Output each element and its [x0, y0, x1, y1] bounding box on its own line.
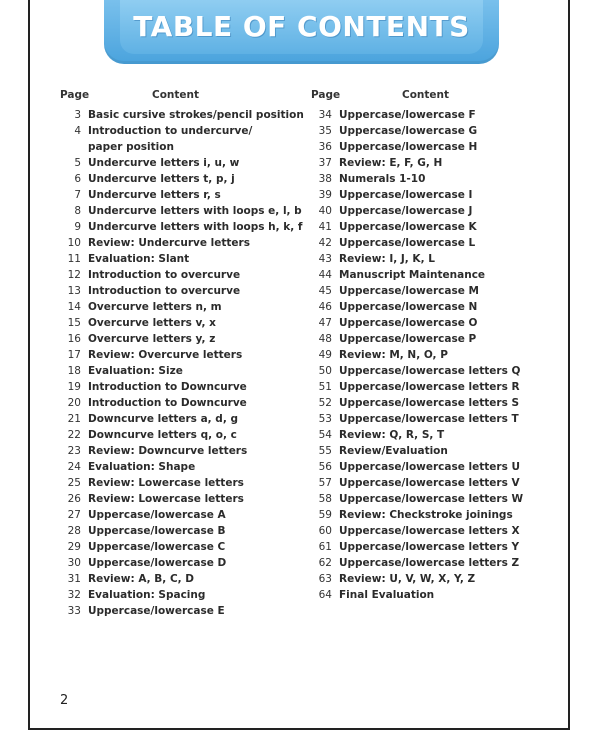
toc-entry — [311, 395, 561, 411]
toc-entry-title: Review: Lowercase letters — [88, 477, 244, 489]
toc-entry-page: 56 — [318, 461, 332, 473]
toc-entry-title: Uppercase/lowercase A — [88, 509, 226, 521]
toc-entry-page: 44 — [318, 269, 332, 281]
toc-entry-title: Review: Downcurve letters — [88, 445, 248, 457]
toc-entry — [60, 379, 310, 395]
toc-entry-title: Uppercase/lowercase G — [339, 125, 478, 137]
toc-entry — [311, 427, 561, 443]
toc-entry-title: Uppercase/lowercase K — [339, 221, 477, 233]
toc-entry — [60, 603, 310, 619]
toc-entry-page: 14 — [67, 301, 81, 313]
toc-entry-title: Uppercase/lowercase B — [88, 525, 226, 537]
toc-entry-title: Overcurve letters v, x — [88, 317, 216, 329]
toc-entry-page: 28 — [67, 525, 81, 537]
toc-entry — [60, 107, 310, 123]
toc-entry — [60, 267, 310, 283]
toc-entry-title: Introduction to undercurve/ paper position — [88, 125, 253, 153]
toc-entry-page: 38 — [318, 173, 332, 185]
toc-entry — [311, 235, 561, 251]
toc-entry-title: Undercurve letters i, u, w — [88, 157, 240, 169]
toc-entry-title: Uppercase/lowercase H — [339, 141, 478, 153]
toc-entry-title: Undercurve letters with loops e, l, b — [88, 205, 302, 217]
toc-entry-title: Introduction to overcurve — [88, 285, 241, 297]
toc-list-left — [60, 107, 310, 619]
toc-entry — [311, 443, 561, 459]
toc-entry — [311, 123, 561, 139]
toc-entry-page: 40 — [318, 205, 332, 217]
toc-entry — [311, 315, 561, 331]
toc-entry-page: 61 — [318, 541, 332, 553]
toc-entry — [311, 155, 561, 171]
toc-entry-title: Uppercase/lowercase letters R — [339, 381, 520, 393]
toc-entry-title: Uppercase/lowercase letters U — [339, 461, 521, 473]
toc-entry — [60, 187, 310, 203]
toc-entry — [311, 107, 561, 123]
toc-entry-title: Uppercase/lowercase letters T — [339, 413, 519, 425]
toc-entry-title: Review: U, V, W, X, Y, Z — [339, 573, 476, 585]
toc-entry-title: Uppercase/lowercase C — [88, 541, 226, 553]
toc-entry — [311, 139, 561, 155]
toc-entry-title: Uppercase/lowercase O — [339, 317, 478, 329]
toc-entry-page: 13 — [67, 285, 81, 297]
toc-entry-page: 4 — [74, 125, 81, 137]
toc-entry — [311, 587, 561, 603]
toc-entry-page: 32 — [67, 589, 81, 601]
toc-column-right — [311, 89, 561, 603]
toc-entry-page: 64 — [318, 589, 332, 601]
toc-entry-page: 47 — [318, 317, 332, 329]
page-column-heading: Page — [311, 89, 341, 101]
toc-entry-page: 10 — [67, 237, 81, 249]
toc-entry — [60, 443, 310, 459]
toc-entry — [311, 523, 561, 539]
toc-entry-title: Uppercase/lowercase letters Z — [339, 557, 520, 569]
toc-entry-title: Uppercase/lowercase F — [339, 109, 476, 121]
toc-entry — [60, 539, 310, 555]
toc-entry-title: Evaluation: Shape — [88, 461, 196, 473]
toc-entry-page: 29 — [67, 541, 81, 553]
page-column-heading: Page — [60, 89, 90, 101]
toc-entry — [311, 187, 561, 203]
toc-entry-title: Review: Q, R, S, T — [339, 429, 445, 441]
toc-entry-page: 51 — [318, 381, 332, 393]
toc-entry — [60, 395, 310, 411]
toc-entry — [311, 571, 561, 587]
toc-entry-page: 16 — [67, 333, 81, 345]
toc-entry-page: 27 — [67, 509, 81, 521]
toc-entry — [311, 507, 561, 523]
toc-entry — [60, 235, 310, 251]
column-header — [60, 89, 310, 107]
toc-entry-page: 31 — [67, 573, 81, 585]
toc-entry-title: Uppercase/lowercase M — [339, 285, 479, 297]
toc-entry-page: 21 — [67, 413, 81, 425]
toc-entry-page: 57 — [318, 477, 332, 489]
toc-entry-title: Uppercase/lowercase letters Q — [339, 365, 521, 377]
toc-entry-page: 45 — [318, 285, 332, 297]
toc-entry — [60, 555, 310, 571]
toc-entry-title: Downcurve letters q, o, c — [88, 429, 237, 441]
toc-entry — [311, 219, 561, 235]
toc-entry — [60, 331, 310, 347]
toc-entry-title: Introduction to Downcurve — [88, 381, 247, 393]
toc-entry-page: 3 — [74, 109, 81, 121]
page-number: 2 — [60, 693, 69, 708]
toc-entry-page: 22 — [67, 429, 81, 441]
toc-entry-title: Review: A, B, C, D — [88, 573, 195, 585]
toc-entry — [311, 267, 561, 283]
toc-entry-page: 24 — [67, 461, 81, 473]
toc-entry — [311, 363, 561, 379]
toc-entry-page: 33 — [67, 605, 81, 617]
toc-entry — [311, 539, 561, 555]
toc-entry-title: Review/Evaluation — [339, 445, 448, 457]
toc-entry — [60, 427, 310, 443]
toc-entry-title: Evaluation: Slant — [88, 253, 190, 265]
toc-entry-page: 34 — [318, 109, 332, 121]
toc-entry-page: 59 — [318, 509, 332, 521]
toc-entry-page: 23 — [67, 445, 81, 457]
toc-entry-page: 60 — [318, 525, 332, 537]
toc-entry-title: Review: Checkstroke joinings — [339, 509, 513, 521]
toc-entry — [60, 299, 310, 315]
toc-entry — [60, 219, 310, 235]
toc-entry — [60, 171, 310, 187]
toc-entry-page: 15 — [67, 317, 81, 329]
toc-entry-page: 18 — [67, 365, 81, 377]
toc-entry — [311, 491, 561, 507]
toc-entry-title: Review: Overcurve letters — [88, 349, 243, 361]
toc-entry-title: Review: I, J, K, L — [339, 253, 435, 265]
toc-entry-title: Manuscript Maintenance — [339, 269, 486, 281]
toc-entry-title: Overcurve letters y, z — [88, 333, 216, 345]
toc-entry — [311, 459, 561, 475]
toc-entry-page: 6 — [74, 173, 81, 185]
column-header — [311, 89, 561, 107]
toc-entry-page: 53 — [318, 413, 332, 425]
toc-entry — [60, 251, 310, 267]
toc-entry-page: 39 — [318, 189, 332, 201]
toc-entry-title: Introduction to overcurve — [88, 269, 241, 281]
toc-entry-page: 8 — [74, 205, 81, 217]
content-column-heading: Content — [402, 89, 450, 101]
toc-entry — [60, 411, 310, 427]
toc-entry — [60, 315, 310, 331]
toc-entry-title: Final Evaluation — [339, 589, 435, 601]
toc-entry-page: 41 — [318, 221, 332, 233]
toc-entry-title: Uppercase/lowercase letters Y — [339, 541, 520, 553]
toc-column-left — [60, 89, 310, 619]
toc-entry-page: 48 — [318, 333, 332, 345]
toc-entry — [60, 475, 310, 491]
toc-entry-page: 62 — [318, 557, 332, 569]
toc-entry-title: Review: Lowercase letters — [88, 493, 244, 505]
toc-entry — [60, 203, 310, 219]
toc-entry-page: 20 — [67, 397, 81, 409]
toc-entry — [311, 251, 561, 267]
toc-entry — [311, 411, 561, 427]
toc-entry — [311, 347, 561, 363]
toc-entry-title: Basic cursive strokes/pencil position — [88, 109, 304, 121]
toc-entry-page: 36 — [318, 141, 332, 153]
toc-entry-page: 11 — [67, 253, 81, 265]
toc-entry — [60, 363, 310, 379]
toc-entry — [60, 571, 310, 587]
toc-entry-page: 55 — [318, 445, 332, 457]
toc-entry-page: 37 — [318, 157, 332, 169]
toc-entry-title: Undercurve letters r, s — [88, 189, 221, 201]
toc-entry-page: 52 — [318, 397, 332, 409]
toc-entry-title: Uppercase/lowercase N — [339, 301, 478, 313]
toc-list-right — [311, 107, 561, 603]
toc-entry-page: 26 — [67, 493, 81, 505]
content-column-heading: Content — [152, 89, 200, 101]
toc-entry — [60, 283, 310, 299]
toc-entry-page: 25 — [67, 477, 81, 489]
toc-entry-title: Evaluation: Spacing — [88, 589, 206, 601]
toc-entry — [60, 459, 310, 475]
toc-entry-page: 9 — [74, 221, 81, 233]
toc-entry — [311, 171, 561, 187]
toc-entry-title: Undercurve letters t, p, j — [88, 173, 235, 185]
toc-entry-title: Uppercase/lowercase L — [339, 237, 476, 249]
toc-entry-title: Overcurve letters n, m — [88, 301, 222, 313]
toc-entry-page: 49 — [318, 349, 332, 361]
toc-entry-page: 5 — [74, 157, 81, 169]
toc-entry-page: 42 — [318, 237, 332, 249]
toc-entry-title: Downcurve letters a, d, g — [88, 413, 238, 425]
toc-entry-page: 58 — [318, 493, 332, 505]
toc-entry — [311, 475, 561, 491]
toc-entry-page: 43 — [318, 253, 332, 265]
toc-entry — [60, 587, 310, 603]
toc-entry-title: Review: E, F, G, H — [339, 157, 443, 169]
toc-entry-page: 7 — [74, 189, 81, 201]
toc-entry — [311, 283, 561, 299]
toc-entry — [311, 299, 561, 315]
toc-entry-title: Uppercase/lowercase E — [88, 605, 225, 617]
toc-entry-title: Review: M, N, O, P — [339, 349, 448, 361]
toc-entry — [60, 123, 310, 155]
toc-entry-title: Evaluation: Size — [88, 365, 183, 377]
toc-entry-title: Numerals 1-10 — [339, 173, 426, 185]
toc-entry-page: 54 — [318, 429, 332, 441]
toc-entry-page: 63 — [318, 573, 332, 585]
toc-entry-title: Uppercase/lowercase P — [339, 333, 477, 345]
toc-entry-page: 30 — [67, 557, 81, 569]
toc-entry — [60, 523, 310, 539]
toc-entry — [311, 203, 561, 219]
toc-entry-title: Uppercase/lowercase letters X — [339, 525, 520, 537]
toc-entry — [60, 347, 310, 363]
toc-entry-title: Introduction to Downcurve — [88, 397, 247, 409]
toc-entry-title: Undercurve letters with loops h, k, f — [88, 221, 303, 233]
toc-entry — [311, 379, 561, 395]
toc-entry — [60, 507, 310, 523]
page-title: TABLE OF CONTENTS — [133, 10, 470, 43]
toc-entry-title: Uppercase/lowercase letters V — [339, 477, 520, 489]
toc-entry-page: 19 — [67, 381, 81, 393]
toc-entry-page: 12 — [67, 269, 81, 281]
toc-entry — [60, 491, 310, 507]
toc-entry-title: Uppercase/lowercase D — [88, 557, 227, 569]
toc-entry-page: 50 — [318, 365, 332, 377]
toc-entry-title: Uppercase/lowercase J — [339, 205, 473, 217]
toc-entry — [311, 331, 561, 347]
toc-entry-page: 46 — [318, 301, 332, 313]
toc-entry — [311, 555, 561, 571]
toc-entry — [60, 155, 310, 171]
toc-entry-page: 17 — [67, 349, 81, 361]
toc-entry-page: 35 — [318, 125, 332, 137]
toc-entry-title: Review: Undercurve letters — [88, 237, 250, 249]
toc-entry-title: Uppercase/lowercase letters W — [339, 493, 524, 505]
toc-entry-title: Uppercase/lowercase letters S — [339, 397, 520, 409]
toc-entry-title: Uppercase/lowercase I — [339, 189, 473, 201]
